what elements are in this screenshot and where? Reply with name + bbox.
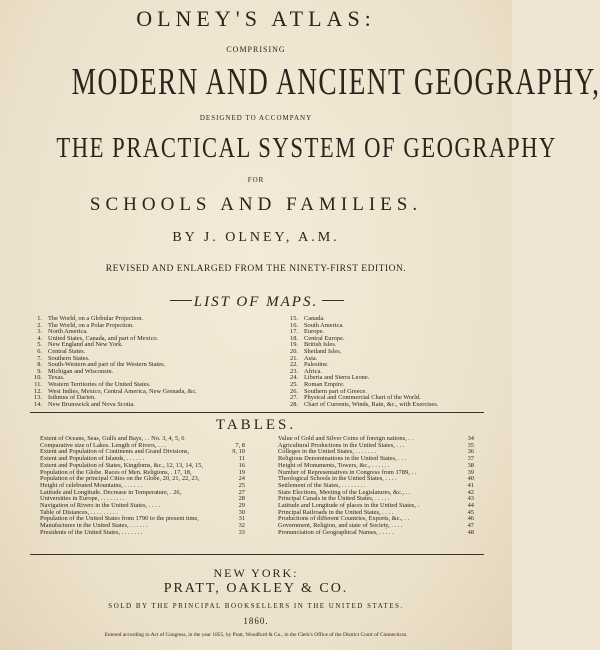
table-page-number: 9, 10 (232, 448, 245, 456)
map-title: The World, on a Polar Projection. (48, 321, 134, 329)
table-page-number: 39 (467, 468, 474, 476)
map-number: 18. (290, 334, 298, 342)
divider (30, 554, 484, 555)
map-number: 10. (34, 374, 42, 382)
table-title: Height of celebrated Mountains, . . . . . . (40, 481, 142, 489)
table-title: Extent and Population of Islands, . . . . . . (40, 455, 145, 463)
map-number: 4. (37, 334, 42, 342)
edition-line: REVISED AND ENLARGED FROM THE NINETY-FIRST EDITION. (105, 264, 407, 274)
table-title: Theological Schools in the United States, . . . . (278, 475, 397, 483)
table-page-number: 27 (238, 488, 245, 496)
map-list-item (284, 402, 506, 409)
map-number: 1. (37, 315, 42, 322)
table-page-number: 46 (467, 515, 474, 523)
table-title: Population of the Globe. Races of Men. Religions, . 17, 18, (40, 468, 192, 476)
table-title: Pronunciation of Geographical Names, . . . . . (278, 528, 394, 536)
map-number: 25. (290, 380, 298, 388)
table-title: Latitude and Longitude of places in the United States, . (278, 502, 420, 510)
table-page-number: 28 (238, 495, 245, 503)
table-title: Productions of different Countries, Exports, &c., . . (278, 515, 410, 523)
table-title: Religious Denominations in the United States, . . . (278, 455, 407, 463)
map-title: Shetland Isles. (304, 347, 342, 355)
map-title: Central Europe. (304, 334, 345, 342)
table-page-number: 45 (467, 508, 474, 516)
table-title: Manufactures in the United States, . . . . . . (40, 522, 148, 530)
map-number: 8. (37, 361, 42, 369)
imprint-city: NEW YORK: (213, 566, 299, 580)
table-page-number: 42 (467, 488, 474, 496)
map-number: 11. (34, 380, 42, 388)
map-title: Michigan and Wisconsin. (48, 367, 114, 375)
map-number: 20. (290, 347, 298, 355)
map-number: 7. (37, 354, 42, 362)
table-page-number: 38 (467, 461, 474, 469)
table-title: Government, Religion, and state of Society, . . . . (278, 522, 403, 530)
tables-list-right (278, 436, 474, 537)
map-title: Isthmus of Darien. (48, 394, 96, 402)
map-number: 22. (290, 361, 298, 369)
map-number: 14. (34, 400, 42, 408)
map-number: 9. (37, 367, 42, 375)
maps-heading: LIST OF MAPS. (193, 294, 319, 310)
table-page-number: 40 (467, 475, 474, 483)
table-title: Table of Distances, . . . . . . . . . (40, 508, 118, 516)
table-page-number: 16 (238, 461, 245, 469)
copyright-notice: Entered according to Act of Congress, in the year 1855, by Pratt, Woodford & Co., in the Clerk's Office of the District Court of Connecticut. (104, 632, 408, 638)
map-number: 17. (290, 328, 298, 336)
map-title: Chart of Currents, Winds, Rain, &c., with Exercises. (304, 400, 439, 408)
imprint-sold: SOLD BY THE PRINCIPAL BOOKSELLERS IN THE UNITED STATES. (108, 602, 404, 610)
map-number: 2. (37, 321, 42, 329)
map-title: Western Territories of the United States. (48, 380, 151, 388)
table-title: Population of the United States from 1790 to the present time, (40, 515, 199, 523)
table-title: Colleges in the United States, . . . . . . . (278, 448, 377, 456)
map-title: British Isles. (304, 341, 337, 349)
table-page-number: 7, 8 (235, 441, 245, 449)
map-title: New England and New York. (48, 341, 123, 349)
table-title: Presidents of the United States, . . . . . . . (40, 528, 143, 536)
table-title: Navigation of Rivers in the United States, . . . . (40, 502, 160, 510)
map-title: North America. (48, 328, 88, 336)
table-title: Latitude and Longitude. Decrease in Temperature, . 26, (40, 488, 182, 496)
map-title: Africa. (304, 367, 322, 375)
table-title: Height of Monuments, Towers, &c., . . . . . . (278, 461, 390, 469)
table-page-number: 25 (238, 481, 245, 489)
table-page-number: 32 (238, 522, 245, 530)
system-title: THE PRACTICAL SYSTEM OF GEOGRAPHY (56, 132, 557, 164)
table-title: Comparative size of Lakes. Length of Rivers, . . . (40, 441, 167, 449)
table-title: Principal Canals in the United States, . . . . . (278, 495, 390, 503)
map-number: 16. (290, 321, 298, 329)
atlas-title: OLNEY'S ATLAS: (136, 6, 376, 31)
table-title: State Elections, Meeting of the Legislatures, &c., . . (278, 488, 411, 496)
table-page-number: 24 (238, 475, 245, 483)
map-title: South-Western and part of the Western States. (48, 361, 166, 369)
map-number: 19. (290, 341, 298, 349)
maps-list-left (28, 316, 290, 408)
table-page-number: 34 (467, 435, 474, 442)
table-title: Population of the principal Cities on the Globe, 20, 21, 22, 23, (40, 475, 200, 483)
maps-list-right (284, 316, 506, 408)
table-page-number: 35 (467, 441, 474, 449)
imprint-year: 1860. (243, 616, 269, 626)
map-number: 6. (37, 347, 42, 355)
table-page-number: 11 (238, 455, 245, 463)
map-list-item (28, 369, 290, 376)
map-number: 5. (37, 341, 42, 349)
table-title: Agricultural Productions in the United States, . . . (278, 441, 405, 449)
subtitle: MODERN AND ANCIENT GEOGRAPHY, (71, 61, 600, 103)
map-number: 24. (290, 374, 298, 382)
designed-label: DESIGNED TO ACCOMPANY (199, 114, 313, 122)
map-title: Canada. (304, 315, 325, 322)
map-number: 3. (37, 328, 42, 336)
table-title: Value of Gold and Silver Coins of foreign nations, . . (278, 435, 414, 442)
table-page-number: 48 (467, 528, 474, 536)
map-title: Europe. (304, 328, 325, 336)
map-title: South America. (304, 321, 344, 329)
map-number: 15. (290, 315, 298, 322)
map-title: The World, on a Globular Projection. (48, 315, 144, 322)
map-title: Roman Empire. (304, 380, 345, 388)
table-title: Principal Railroads in the United States, . . . . (278, 508, 394, 516)
map-number: 26. (290, 387, 298, 395)
table-page-number: 19 (238, 468, 245, 476)
tables-list-left (40, 436, 245, 537)
table-title: Extent and Population of States, Kingdoms, &c., 12, 13, 14, 15, (40, 461, 203, 469)
audience-title: SCHOOLS AND FAMILIES. (89, 194, 423, 215)
table-list-item (278, 530, 474, 537)
table-page-number: 41 (467, 481, 474, 489)
table-list-item (40, 530, 245, 537)
for-label: FOR (247, 176, 265, 184)
map-number: 28. (290, 400, 298, 408)
table-page-number: 30 (238, 508, 245, 516)
table-title: Extent and Population of Continents and Grand Divisions, (40, 448, 190, 456)
map-title: Central States. (48, 347, 86, 355)
table-page-number: 47 (467, 522, 474, 530)
map-title: Physical and Commercial Chart of the World. (304, 394, 421, 402)
map-number: 12. (34, 387, 42, 395)
map-title: West Indies, Mexico, Central America, New Grenada, &c. (48, 387, 197, 395)
map-number: 13. (34, 394, 42, 402)
map-title: Palestine. (304, 361, 329, 369)
map-title: Southern part of Greece. (304, 387, 367, 395)
table-title: Universities in Europe, . . . . . . . . (40, 495, 125, 503)
map-title: New Brunswick and Nova Scotia. (48, 400, 135, 408)
table-page-number: 44 (467, 502, 474, 510)
map-number: 21. (290, 354, 298, 362)
table-page-number: 37 (467, 455, 474, 463)
imprint-publisher: PRATT, OAKLEY & CO. (163, 581, 349, 596)
map-title: Texas. (48, 374, 65, 382)
author-line: BY J. OLNEY, A.M. (172, 230, 340, 245)
map-title: United States, Canada, and part of Mexico. (48, 334, 159, 342)
table-title: Number of Representatives in Congress from 1789, . . (278, 468, 417, 476)
table-page-number: 36 (467, 448, 474, 456)
table-page-number: 29 (238, 502, 245, 510)
comprising-label: COMPRISING (226, 45, 286, 54)
table-page-number: 43 (467, 495, 474, 503)
table-title: Settlement of the States, . . . . . . . . (278, 481, 366, 489)
map-title: Liberia and Sierra Leone. (304, 374, 370, 382)
map-list-item (28, 402, 290, 409)
table-page-number: 31 (238, 515, 245, 523)
table-title: Extent of Oceans, Seas, Gulfs and Bays, . . No. 3, 4, 5, 6 (40, 435, 185, 442)
table-page-number: 33 (238, 528, 245, 536)
map-number: 27. (290, 394, 298, 402)
map-title: Asia. (304, 354, 318, 362)
divider (30, 412, 484, 413)
map-title: Southern States. (48, 354, 90, 362)
map-number: 23. (290, 367, 298, 375)
tables-heading: TABLES. (215, 417, 297, 433)
